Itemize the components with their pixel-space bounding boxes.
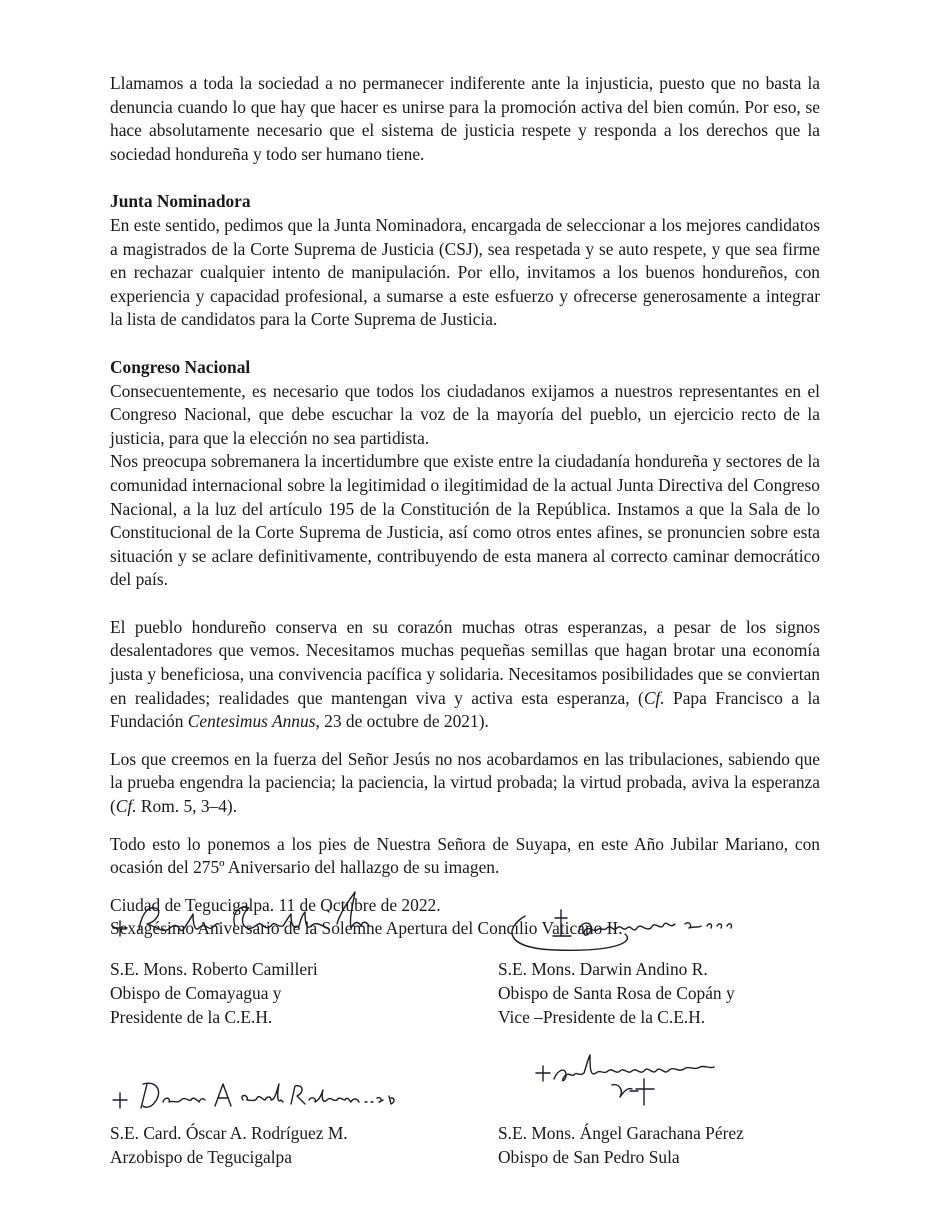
heading-junta-nominadora: Junta Nominadora: [110, 191, 251, 212]
signatory-name: S.E. Mons. Ángel Garachana Pérez: [498, 1123, 744, 1143]
signatory-camilleri: [110, 957, 318, 1029]
signatory-title: Obispo de Santa Rosa de Copán y: [498, 983, 735, 1003]
paragraph-suyapa: Todo esto lo ponemos a los pies de Nuestra Señora de Suyapa, en este Año Jubilar Mariano, con ocasión del 275º Aniversario del hallazgo de su imagen.: [110, 833, 820, 878]
signatory-title: Obispo de Comayagua y: [110, 983, 282, 1003]
signatory-garachana: [498, 1121, 744, 1169]
signature-garachana: [528, 1045, 728, 1115]
fuerza-cf: Cf.: [115, 796, 137, 817]
fuerza-text-a: Los que creemos en la fuerza del Señor Jesús no nos acobardamos en las tribulaciones, sabiendo que la prueba engendra la paciencia; la paciencia, la virtud probada; la virtud probada, aviva la esperanza (: [110, 748, 820, 817]
paragraph-fuerza: [110, 748, 820, 819]
esperanzas-text-c: , 23 de octubre de 2021).: [315, 711, 489, 732]
paragraph-junta-nominadora: En este sentido, pedimos que la Junta Nominadora, encargada de seleccionar a los mejores candidatos a magistrados de la Corte Suprema de Justicia (CSJ), sea respetada y se auto respete, y que sea firme en rechazar cualquier intento de manipulación. Por ello, invitamos a los buenos hondureños, con experiencia y capacidad profesional, a sumarse a este esfuerzo y ofrecerse generosamente a integrar la lista de candidatos para la Corte Suprema de Justicia.: [110, 214, 820, 330]
heading-congreso-nacional: Congreso Nacional: [110, 356, 251, 377]
signatory-andino: [498, 957, 735, 1029]
document-body: [110, 72, 820, 941]
place-date: Ciudad de Tegucigalpa. 11 de Octubre de 2022.: [110, 894, 441, 915]
signatory-name: S.E. Mons. Darwin Andino R.: [498, 959, 708, 979]
esperanzas-text-a: El pueblo hondureño conserva en su corazón muchas otras esperanzas, a pesar de los signos desalentadores que vemos. Necesitamos muchas pequeñas semillas que hagan brotar una economía justa y beneficiosa, una convivencia pacífica y solidaria. Necesitamos posibilidades que se conviertan en realidades; realidades que mantengan viva y activa esta esperanza, (: [110, 616, 820, 708]
signature-andino: [495, 898, 745, 960]
paragraph-intro: Llamamos a toda la sociedad a no permanecer indiferente ante la injusticia, puesto que no basta la denuncia cuando lo que hay que hacer es unirse para la promoción activa del bien común. Por eso, se hace absolutamente necesario que el sistema de justicia respete y responda a los derechos que la sociedad hondureña y todo ser humano tiene.: [110, 73, 820, 164]
signatory-title: Arzobispo de Tegucigalpa: [110, 1147, 292, 1167]
fuerza-text-b: Rom. 5, 3–4).: [136, 796, 238, 817]
signatory-name: S.E. Card. Óscar A. Rodríguez M.: [110, 1123, 348, 1143]
signature-rodriguez: [105, 1070, 405, 1120]
paragraph-esperanzas: [110, 616, 820, 734]
signatory-role: Presidente de la C.E.H.: [110, 1007, 273, 1027]
signatory-title: Obispo de San Pedro Sula: [498, 1147, 680, 1167]
signatory-rodriguez: [110, 1121, 348, 1169]
esperanzas-text-b: Papa Francisco a la Fundación: [110, 687, 820, 732]
esperanzas-cf: Cf.: [643, 687, 665, 708]
esperanzas-centesimus: Centesimus Annus: [187, 711, 316, 732]
signatory-name: S.E. Mons. Roberto Camilleri: [110, 959, 318, 979]
anniversary-line: Sexagésimo Aniversario de la Solemne Apertura del Concilio Vaticano II.: [110, 918, 623, 939]
paragraph-congreso-2: Nos preocupa sobremanera la incertidumbre que existe entre la ciudadanía hondureña y sectores de la comunidad internacional sobre la legitimidad o ilegitimidad de la actual Junta Directiva del Congreso Nacional, a la luz del artículo 195 de la Constitución de la República. Instamos a que la Sala de lo Constitucional de la Corte Suprema de Justicia, así como otros entes afines, se pronuncien sobre esta situación y se aclare definitivamente, contribuyendo de esta manera al correcto caminar democrático del país.: [110, 451, 820, 590]
paragraph-congreso-1: Consecuentemente, es necesario que todos los ciudadanos exijamos a nuestros representantes en el Congreso Nacional, que debe escuchar la voz de la mayoría del pueblo, un ejercicio recto de la justicia, para que la elección no sea partidista.: [110, 380, 820, 448]
signatory-role: Vice –Presidente de la C.E.H.: [498, 1007, 706, 1027]
signature-camilleri: [105, 880, 375, 950]
